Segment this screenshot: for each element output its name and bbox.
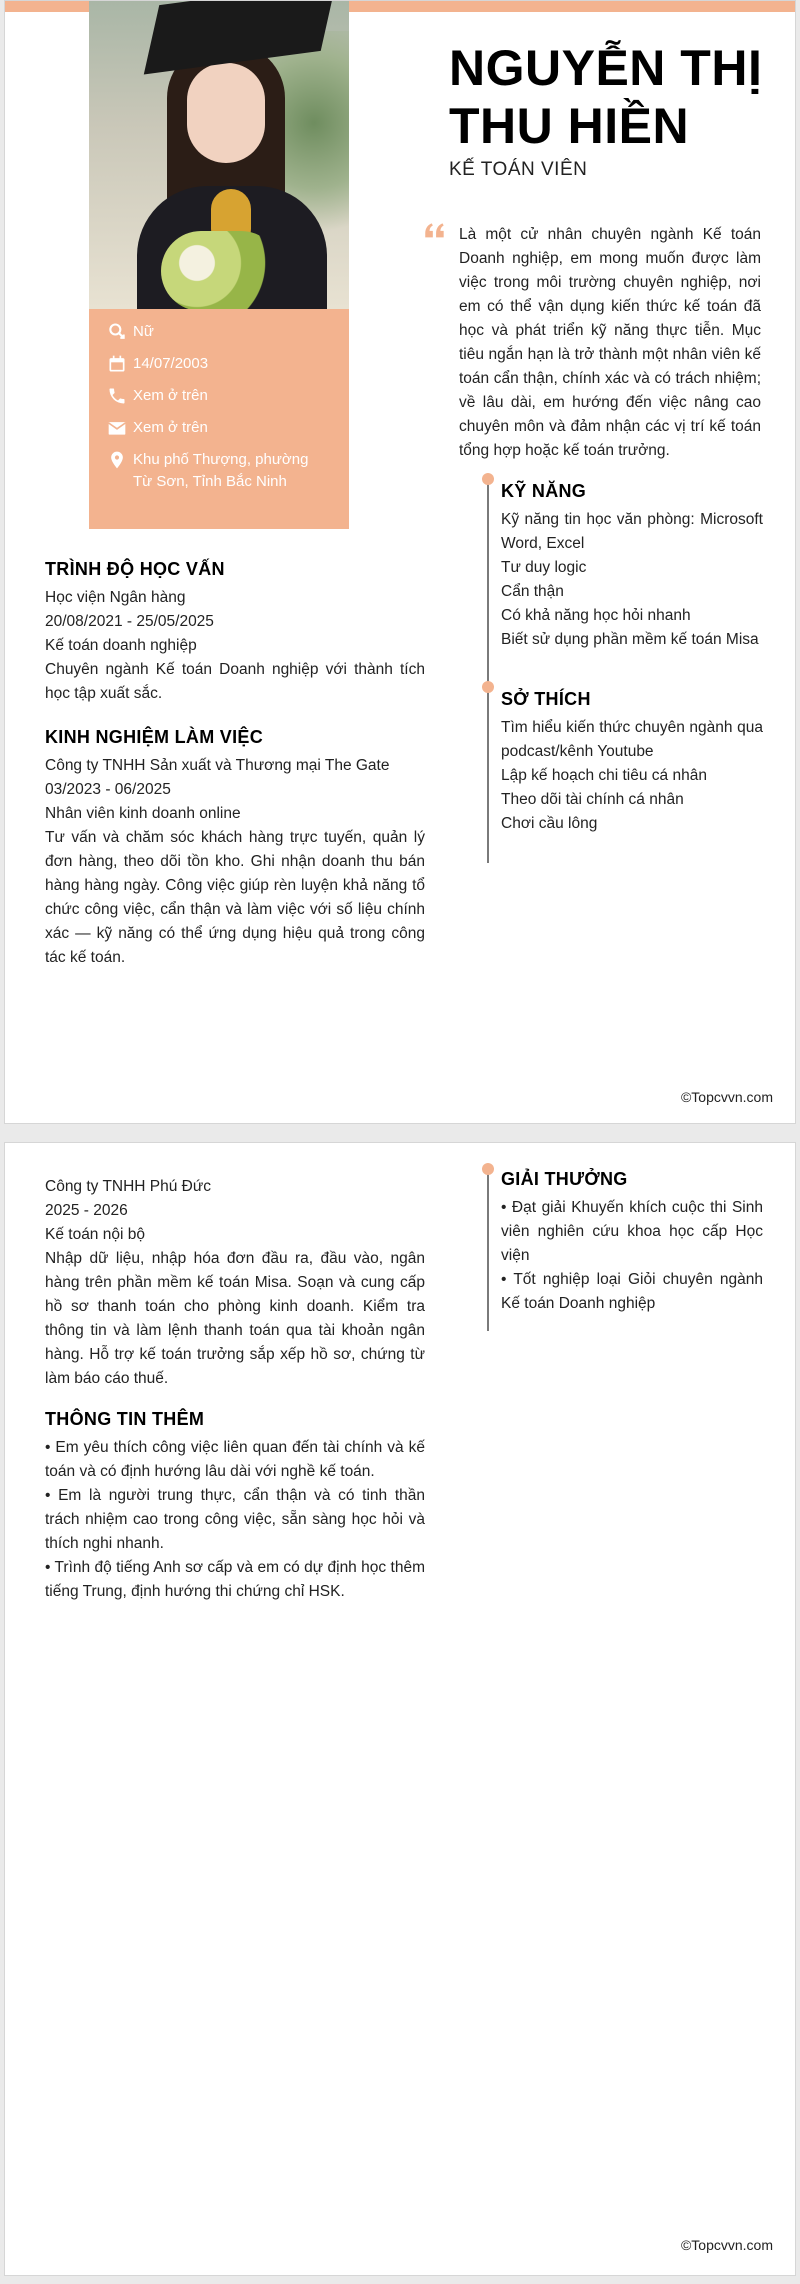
skill-item: Tư duy logic <box>501 559 587 576</box>
awards-title: GIẢI THƯỞNG <box>501 1169 628 1189</box>
timeline-dot-awards <box>482 1163 494 1175</box>
award-item: • Đạt giải Khuyến khích cuộc thi Sinh viên nghiên cứu khoa học cấp Học viện <box>501 1199 763 1264</box>
education-description: Chuyên ngành Kế toán Doanh nghiệp với thành tích học tập xuất sắc. <box>45 661 425 702</box>
skill-item: Biết sử dụng phần mềm kế toán Misa <box>501 631 759 648</box>
hobby-item: Tìm hiểu kiến thức chuyên ngành qua podcast/kênh Youtube <box>501 719 763 760</box>
birthday-icon <box>107 354 127 374</box>
additional-item: • Em là người trung thực, cẩn thận và có tinh thần trách nhiệm cao trong công việc, sẵn sàng học hỏi và thích nghi nhanh. <box>45 1487 425 1552</box>
experience-company: Công ty TNHH Phú Đức <box>45 1178 212 1195</box>
timeline-dot-skills <box>482 473 494 485</box>
timeline-dot-hobbies <box>482 681 494 693</box>
gender-value: Nữ <box>133 323 154 340</box>
awards-section <box>501 1169 763 1316</box>
hobbies-title: SỞ THÍCH <box>501 689 591 709</box>
email-icon <box>107 418 127 438</box>
hobby-item: Theo dõi tài chính cá nhân <box>501 791 684 808</box>
profile-photo <box>89 1 349 309</box>
email-value: Xem ở trên <box>133 419 208 436</box>
education-major: Kế toán doanh nghiệp <box>45 637 197 654</box>
quote-icon <box>422 219 448 245</box>
education-period: 20/08/2021 - 25/05/2025 <box>45 613 214 630</box>
hobby-item: Chơi cầu lông <box>501 815 598 832</box>
address-value: Khu phố Thượng, phường Từ Sơn, Tỉnh Bắc Ninh <box>133 451 309 490</box>
education-school: Học viện Ngân hàng <box>45 589 186 606</box>
location-icon <box>107 450 127 470</box>
hobby-item: Lập kế hoạch chi tiêu cá nhân <box>501 767 707 784</box>
accent-bar-left <box>5 1 89 12</box>
experience-company: Công ty TNHH Sản xuất và Thương mại The Gate <box>45 757 390 774</box>
experience-period: 03/2023 - 06/2025 <box>45 781 171 798</box>
experience-position: Nhân viên kinh doanh online <box>45 805 241 822</box>
skill-item: Kỹ năng tin học văn phòng: Microsoft Word, Excel <box>501 511 763 552</box>
career-objective: Là một cử nhân chuyên ngành Kế toán Doanh nghiệp, em mong muốn được làm việc trong môi trường chuyên nghiệp, nơi em có thể vận dụng kiến thức kế toán đã học và phát triển kỹ năng thực tiễn. Mục tiêu ngắn hạn là trở thành một nhân viên kế toán cẩn thận, chính xác và có trách nhiệm; về lâu dài, em hướng đến việc nâng cao chuyên môn và đảm nhận các vị trí kế toán tổng hợp hoặc kế toán trưởng. <box>459 226 761 459</box>
experience-description: Tư vấn và chăm sóc khách hàng trực tuyến, quản lý đơn hàng, theo dõi tồn kho. Ghi nhận doanh thu bán hàng hàng ngày. Công việc giúp rèn luyện khả năng tổ chức công việc, cẩn thận và làm việc với số liệu chính xác — kỹ năng có thể ứng dụng hiệu quả trong công tác kế toán. <box>45 829 425 966</box>
contact-address <box>107 449 331 493</box>
skills-title: KỸ NĂNG <box>501 481 587 501</box>
candidate-name <box>449 39 779 155</box>
contact-birthday <box>107 353 331 375</box>
skills-section <box>501 481 763 652</box>
timeline-line <box>487 1169 489 1331</box>
footer-copyright: ©Topcvvn.com <box>680 1089 773 1105</box>
experience-description: Nhập dữ liệu, nhập hóa đơn đầu ra, đầu vào, ngân hàng trên phần mềm kế toán Misa. Soạn và cung cấp hồ sơ thanh toán cho phòng kinh doanh. Kiểm tra thông tin và làm lệnh thanh toán qua tài khoản ngân hàng. Hỗ trợ kế toán trưởng sắp xếp hồ sơ, chứng từ làm báo cáo thuế. <box>45 1250 425 1387</box>
education-title: TRÌNH ĐỘ HỌC VẤN <box>45 559 225 579</box>
skill-item: Cẩn thận <box>501 583 564 600</box>
education-section <box>45 559 425 706</box>
experience-period: 2025 - 2026 <box>45 1202 128 1219</box>
additional-item: • Trình độ tiếng Anh sơ cấp và em có dự định học thêm tiếng Trung, định hướng thi chứng chỉ HSK. <box>45 1559 425 1600</box>
hobbies-section <box>501 689 763 836</box>
birthday-value: 14/07/2003 <box>133 355 209 372</box>
name-line-2: THU HIỀN <box>449 98 690 154</box>
footer-copyright: ©Topcvvn.com <box>680 2237 773 2253</box>
cv-page-2 <box>4 1142 796 2276</box>
phone-value: Xem ở trên <box>133 387 208 404</box>
contact-phone <box>107 385 331 407</box>
gender-icon <box>107 322 127 342</box>
additional-item: • Em yêu thích công việc liên quan đến tài chính và kế toán và có định hướng lâu dài với nghề kế toán. <box>45 1439 425 1480</box>
contact-email <box>107 417 331 439</box>
phone-icon <box>107 386 127 406</box>
timeline-line <box>487 479 489 863</box>
experience-position: Kế toán nội bộ <box>45 1226 145 1243</box>
cv-page-1 <box>4 0 796 1124</box>
experience-title: KINH NGHIỆM LÀM VIỆC <box>45 727 264 747</box>
experience-section <box>45 727 425 970</box>
contact-info-box <box>89 309 349 529</box>
experience-continued <box>45 1175 425 1391</box>
additional-title: THÔNG TIN THÊM <box>45 1409 205 1429</box>
name-line-1: NGUYỄN THỊ <box>449 40 763 96</box>
contact-gender <box>107 321 331 343</box>
award-item: • Tốt nghiệp loại Giỏi chuyên ngành Kế toán Doanh nghiệp <box>501 1271 763 1312</box>
accent-bar-right <box>349 1 795 12</box>
job-title: KẾ TOÁN VIÊN <box>449 159 588 180</box>
additional-info-section <box>45 1409 425 1604</box>
skill-item: Có khả năng học hỏi nhanh <box>501 607 691 624</box>
